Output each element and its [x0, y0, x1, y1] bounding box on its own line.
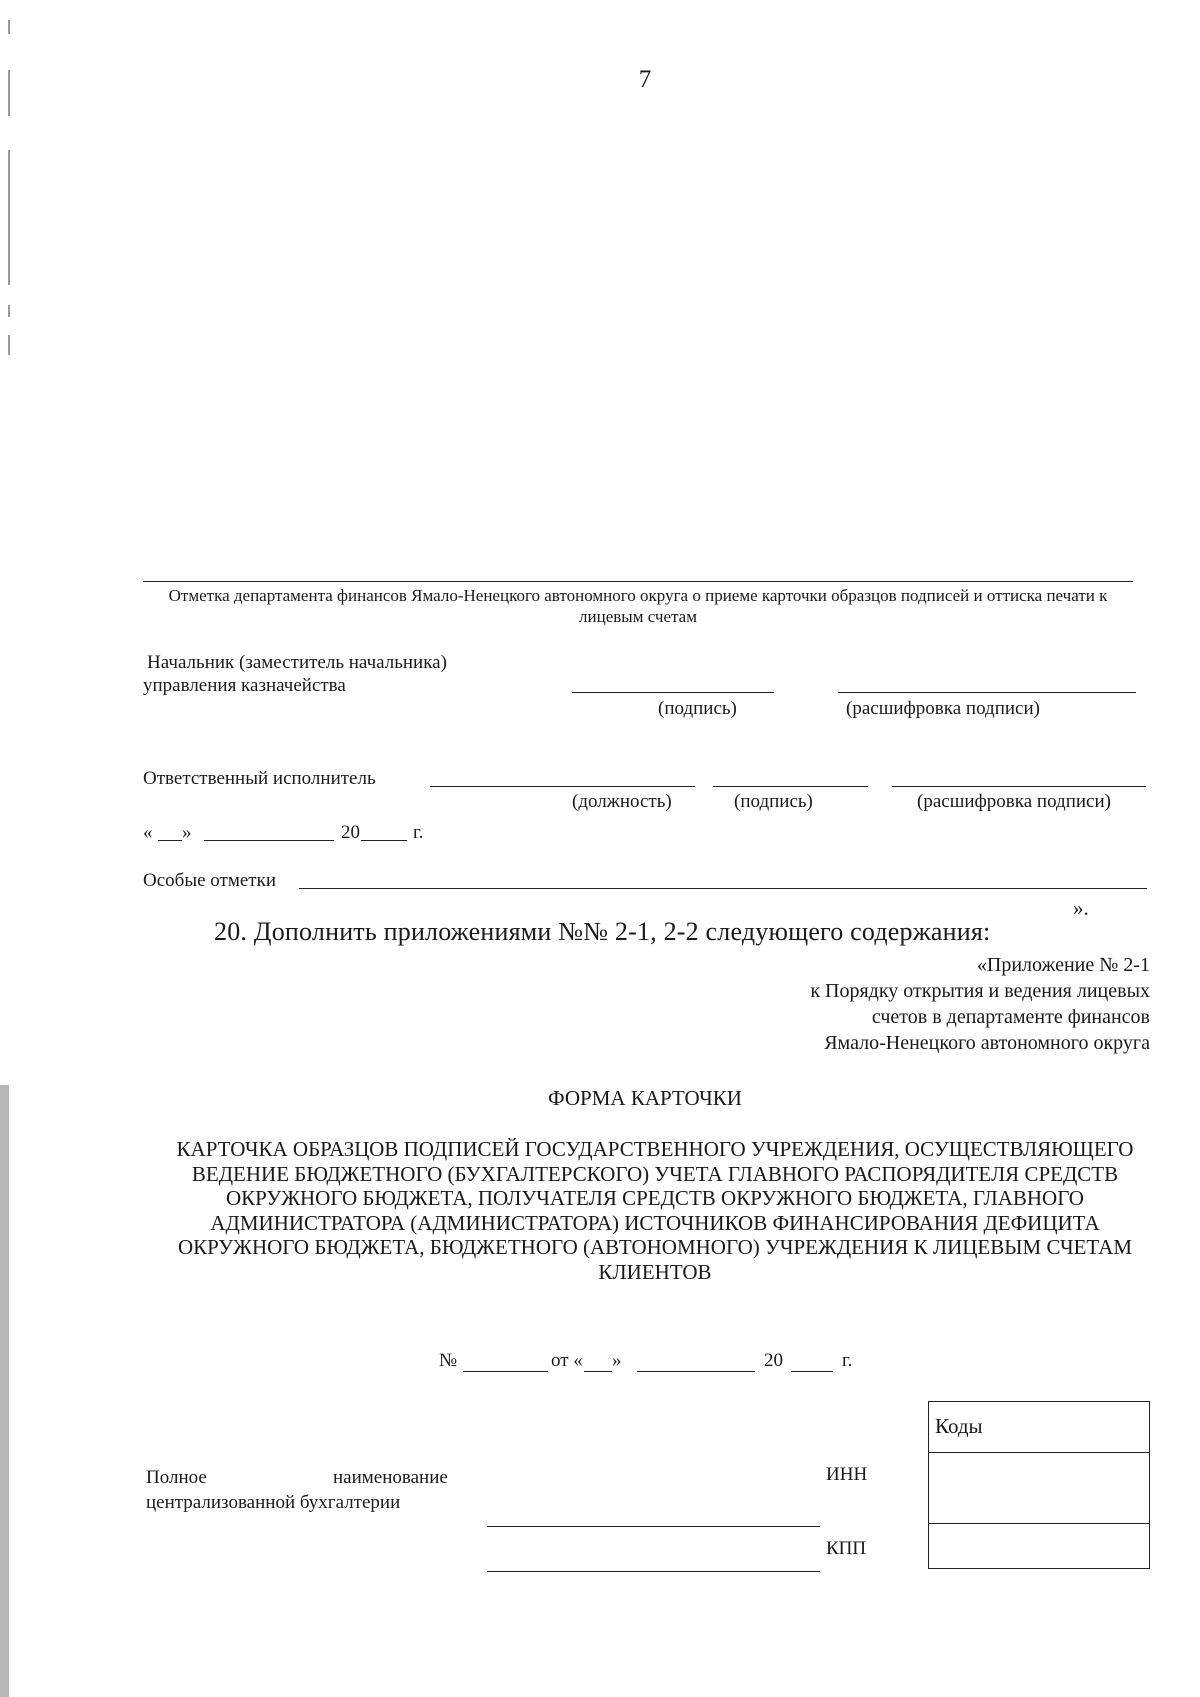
appendix-line2: к Порядку открытия и ведения лицевых [810, 980, 1150, 1002]
executor-date-day-field[interactable] [158, 840, 182, 841]
inn-label: ИНН [826, 1464, 868, 1485]
appendix-line4: Ямало-Ненецкого автономного округа [824, 1032, 1150, 1054]
special-marks-field[interactable] [299, 888, 1147, 889]
form-date-month-field[interactable] [637, 1371, 755, 1372]
head-signature-field[interactable] [572, 692, 774, 693]
form-year-suffix: г. [842, 1350, 853, 1371]
scan-mark [8, 150, 10, 285]
head-decoding-field[interactable] [838, 692, 1136, 693]
form-number-field[interactable] [463, 1371, 548, 1372]
executor-signature-caption: (подпись) [734, 791, 813, 812]
full-name-word1: Полное [146, 1467, 207, 1488]
form-date-day-field[interactable] [584, 1371, 612, 1372]
form-date-close-quote: » [612, 1350, 622, 1371]
scan-edge-shadow [0, 1085, 9, 1697]
department-mark-rule [143, 581, 1133, 582]
form-year-prefix: 20 [764, 1350, 783, 1371]
executor-date-year-prefix: 20 [341, 822, 360, 843]
scan-mark [8, 20, 10, 34]
amendment-heading: 20. Дополнить приложениями №№ 2-1, 2-2 следующего содержания: [214, 917, 991, 946]
head-role-line2: управления казначейства [143, 675, 346, 696]
head-signature-caption: (подпись) [658, 698, 737, 719]
page-number: 7 [638, 66, 652, 93]
form-date-from: от « [551, 1350, 583, 1371]
head-role-line1: Начальник (заместитель начальника) [147, 652, 447, 673]
inn-code-cell[interactable] [929, 1453, 1149, 1524]
form-year-field[interactable] [791, 1371, 833, 1372]
executor-position-field[interactable] [430, 786, 695, 787]
executor-decoding-field[interactable] [892, 786, 1146, 787]
codes-table [928, 1401, 1150, 1569]
special-marks-closing: ». [1073, 896, 1089, 920]
card-title: КАРТОЧКА ОБРАЗЦОВ ПОДПИСЕЙ ГОСУДАРСТВЕННОГО УЧРЕЖДЕНИЯ, ОСУЩЕСТВЛЯЮЩЕГО ВЕДЕНИЕ БЮДЖЕТНОГО (БУХГАЛТЕРСКОГО) УЧЕТА ГЛАВНОГО РАСПОРЯДИТЕЛЯ СРЕДСТВ ОКРУЖНОГО БЮДЖЕТА, ПОЛУЧАТЕЛЯ СРЕДСТВ ОКРУЖНОГО БЮДЖЕТА, ГЛАВНОГО АДМИНИСТРАТОРА (АДМИНИСТРАТОРА) ИСТОЧНИКОВ ФИНАНСИРОВАНИЯ ДЕФИЦИТА ОКРУЖНОГО БЮДЖЕТА, БЮДЖЕТНОГО (АВТОНОМНОГО) УЧРЕЖДЕНИЯ К ЛИЦЕВЫМ СЧЕТАМ КЛИЕНТОВ [176, 1137, 1134, 1284]
executor-date-open-quote: « [143, 822, 153, 843]
codes-header-row [929, 1402, 1149, 1453]
kpp-code-cell[interactable] [929, 1524, 1149, 1568]
form-title: ФОРМА КАРТОЧКИ [548, 1086, 742, 1110]
scan-mark [8, 335, 10, 355]
department-mark-note: Отметка департамента финансов Ямало-Ненецкого автономного округа о приеме карточки образцов подписей и оттиска печати к лицевым счетам [168, 586, 1108, 626]
full-name-field[interactable] [487, 1526, 820, 1527]
full-name-field-continued[interactable] [487, 1571, 820, 1572]
scan-mark [8, 305, 10, 317]
executor-date-year-suffix: г. [413, 822, 424, 843]
special-marks-label: Особые отметки [143, 870, 276, 891]
executor-label: Ответственный исполнитель [143, 768, 376, 789]
appendix-line1: «Приложение № 2-1 [976, 954, 1150, 976]
executor-position-caption: (должность) [572, 791, 672, 812]
full-name-word2: наименование [333, 1467, 448, 1488]
appendix-line3: счетов в департаменте финансов [871, 1006, 1150, 1028]
form-number-prefix: № [439, 1350, 458, 1371]
executor-date-month-field[interactable] [204, 840, 334, 841]
executor-date-year-field[interactable] [361, 840, 407, 841]
executor-date-close-quote: » [182, 822, 192, 843]
full-name-line2: централизованной бухгалтерии [146, 1492, 401, 1513]
codes-header: Коды [935, 1414, 983, 1438]
executor-decoding-caption: (расшифровка подписи) [917, 791, 1111, 812]
kpp-label: КПП [826, 1538, 867, 1559]
executor-signature-field[interactable] [713, 786, 868, 787]
head-decoding-caption: (расшифровка подписи) [846, 698, 1040, 719]
